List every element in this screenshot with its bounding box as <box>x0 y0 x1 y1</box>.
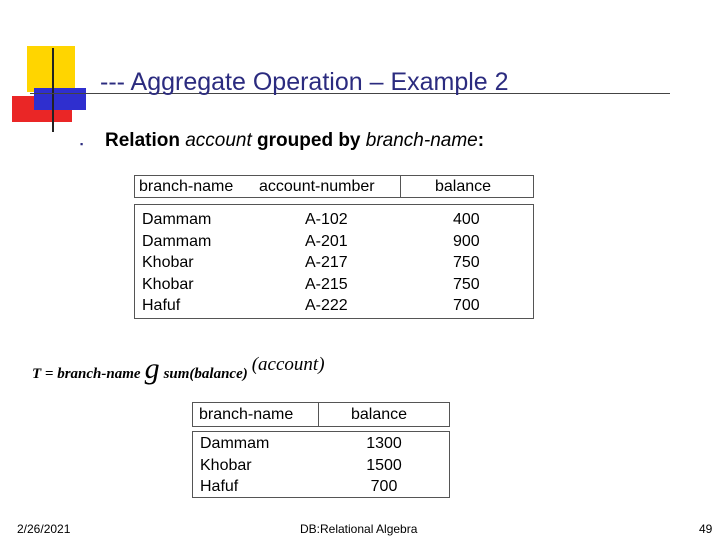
slide-subtitle <box>105 130 484 152</box>
footer-page-number: 49 <box>699 522 713 536</box>
subtitle-mid: grouped by <box>251 130 366 151</box>
table2-header-divider <box>318 402 319 427</box>
table-cell: A-217 <box>305 254 348 271</box>
table2-col-branch <box>200 433 269 498</box>
table-cell: 750 <box>453 254 480 271</box>
table2-col-balance <box>364 433 404 498</box>
subtitle-relation: account <box>185 130 252 151</box>
footer-date: 2/26/2021 <box>17 522 71 536</box>
table1-col-account <box>305 209 348 317</box>
table1-body <box>134 204 534 319</box>
subtitle-prefix: Relation <box>105 130 186 151</box>
table2-body <box>192 431 450 498</box>
table-cell: Khobar <box>200 456 252 474</box>
table1-col-balance <box>453 209 480 317</box>
table-cell: 750 <box>453 275 480 293</box>
table1-header-row <box>134 175 534 198</box>
logo-yellow-square <box>27 46 75 92</box>
bullet-icon: ▪ <box>80 139 84 149</box>
formula-argument: (account) <box>251 354 325 375</box>
formula-lhs: T = branch-name <box>32 366 141 382</box>
subtitle-suffix: : <box>477 130 485 151</box>
logo-vertical-line <box>52 48 54 132</box>
logo-blue-square <box>34 88 86 110</box>
table1-header-balance: balance <box>435 178 492 195</box>
formula-g-symbol: g <box>144 352 160 385</box>
slide-title: --- Aggregate Operation – Example 2 <box>100 68 509 96</box>
table-cell: Khobar <box>142 275 194 293</box>
table-cell: Hafuf <box>142 297 181 314</box>
table1-header-divider <box>400 175 401 198</box>
aggregate-formula <box>32 352 325 386</box>
table1-col-branch <box>142 209 211 317</box>
table-cell: Dammam <box>200 435 270 452</box>
table-cell: Dammam <box>142 211 212 228</box>
table-cell: 400 <box>453 211 480 228</box>
table2-header-balance: balance <box>351 406 408 423</box>
subtitle-attribute: branch-name <box>365 130 478 151</box>
table-cell: A-201 <box>305 232 348 250</box>
table1-header-account: account-number <box>259 178 375 195</box>
formula-aggregate: sum(balance) <box>163 366 248 382</box>
table-cell: 900 <box>453 232 480 250</box>
table1-header-branch: branch-name <box>139 178 234 195</box>
table2-header-branch: branch-name <box>199 406 294 423</box>
table-cell: 1500 <box>366 456 402 474</box>
table-cell: 700 <box>453 297 480 314</box>
table-cell: A-102 <box>305 211 348 228</box>
table2-header-row <box>192 402 450 427</box>
table-cell: Dammam <box>142 232 212 250</box>
table-cell: 1300 <box>366 435 402 452</box>
footer-title: DB:Relational Algebra <box>300 522 418 536</box>
table-cell: Khobar <box>142 254 194 271</box>
table-cell: 700 <box>370 478 398 495</box>
table-cell: Hafuf <box>200 478 239 495</box>
table-cell: A-215 <box>305 275 348 293</box>
table-cell: A-222 <box>305 297 348 314</box>
